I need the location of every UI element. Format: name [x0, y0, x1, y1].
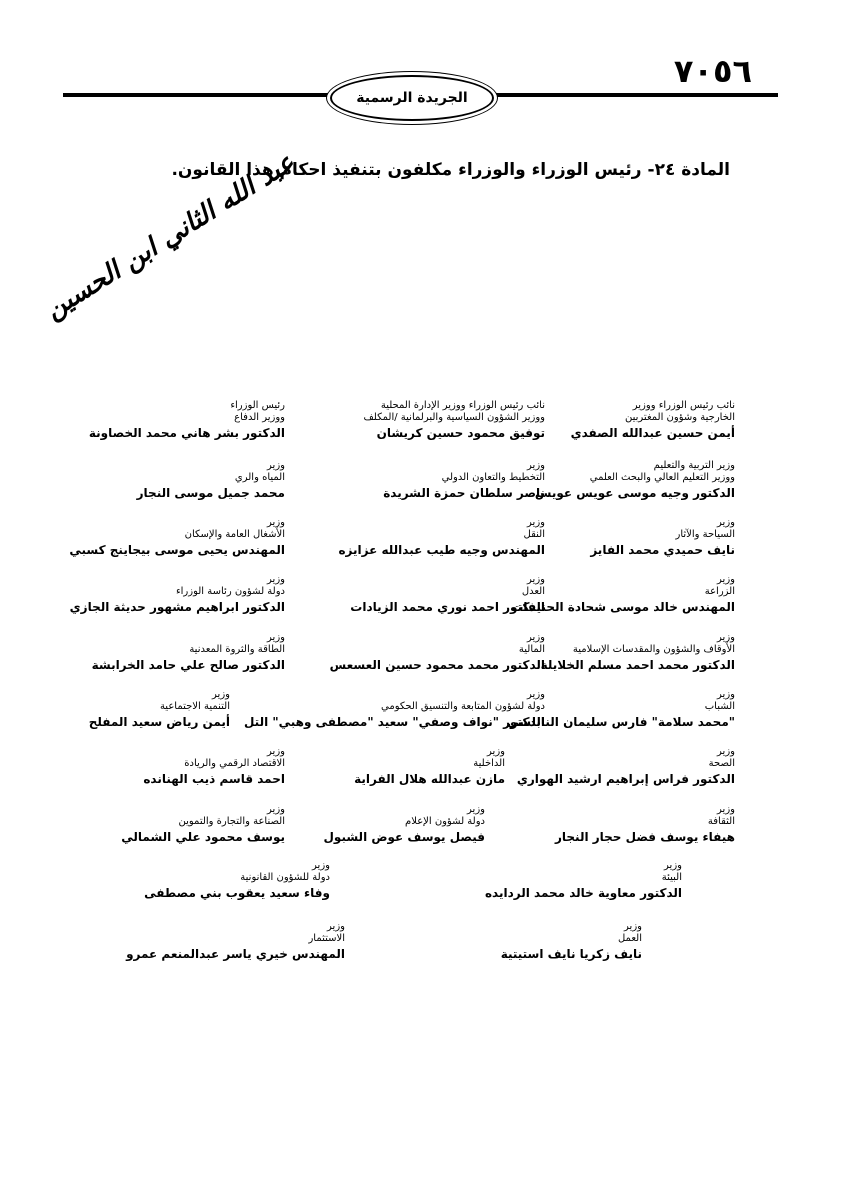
- minister-role: وزير: [664, 860, 682, 871]
- minister-role: رئيس الوزراء: [230, 400, 285, 411]
- minister-role: الصناعة والتجارة والتموين: [178, 816, 285, 827]
- minister-role: وزير: [717, 574, 735, 585]
- minister-role: وزير: [327, 921, 345, 932]
- minister-role: الثقافة: [707, 816, 735, 827]
- minister-role: وزير: [527, 460, 545, 471]
- minister-role: وزير: [527, 632, 545, 643]
- minister-block: [541, 632, 735, 674]
- minister-block: [69, 517, 285, 559]
- minister-name: الدكتور فراس إبراهيم ارشيد الهواري: [516, 772, 735, 786]
- minister-role: الأوقاف والشؤون والمقدسات الإسلامية: [572, 644, 735, 655]
- minister-block: [137, 460, 285, 502]
- minister-block: [92, 632, 285, 674]
- minister-name: فيصل يوسف عوض الشبول: [323, 830, 485, 844]
- minister-role: وزير: [267, 574, 285, 585]
- minister-block: [121, 804, 285, 846]
- minister-role: الاقتصاد الرقمي والريادة: [184, 758, 285, 769]
- minister-role: الأشغال العامة والإسكان: [184, 529, 285, 540]
- minister-role: دولة لشؤون المتابعة والتنسيق الحكومي: [381, 701, 545, 712]
- minister-name: المهندس وجيه طيب عبدالله عزايزه: [338, 543, 545, 557]
- minister-role: وزير: [624, 921, 642, 932]
- minister-name: نايف حميدي محمد الفايز: [590, 543, 735, 557]
- minister-role: العدل: [521, 586, 545, 597]
- minister-role: وزير: [267, 746, 285, 757]
- minister-name: الدكتور وجيه موسى عويس عويس: [534, 486, 735, 500]
- minister-name: مازن عبدالله هلال الفراية: [354, 772, 505, 786]
- minister-role: المياه والري: [234, 472, 285, 483]
- minister-name: الدكتور محمد احمد مسلم الخلايلة: [540, 658, 735, 672]
- minister-block: [338, 517, 545, 559]
- minister-block: [126, 921, 345, 963]
- minister-role: الاستثمار: [308, 933, 345, 944]
- minister-name: الدكتور محمد محمود حسين العسعس: [329, 658, 545, 672]
- minister-block: [330, 632, 545, 674]
- minister-block: [383, 460, 545, 502]
- minister-role: دولة لشؤون رئاسة الوزراء: [175, 586, 285, 597]
- minister-block: [143, 746, 285, 788]
- minister-role: نائب رئيس الوزراء ووزير الإدارة المحلية: [380, 400, 545, 411]
- minister-role: وزير: [467, 804, 485, 815]
- minister-name: أيمن رياض سعيد المفلح: [88, 715, 230, 729]
- minister-role: وزير: [527, 689, 545, 700]
- minister-role: البيئة: [661, 872, 682, 883]
- minister-block: [350, 574, 545, 616]
- minister-role: وزير: [717, 632, 735, 643]
- minister-name: يوسف محمود علي الشمالي: [121, 830, 285, 844]
- minister-role: دولة للشؤون القانونية: [240, 872, 330, 883]
- minister-role: الخارجية وشؤون المغتربين: [625, 412, 735, 423]
- minister-role: السياحة والآثار: [675, 529, 735, 540]
- minister-role: وزير: [717, 804, 735, 815]
- minister-name: "محمد سلامة" فارس سليمان النابلسي: [507, 715, 735, 729]
- minister-role: وزير: [717, 689, 735, 700]
- minister-block: [555, 804, 735, 846]
- minister-block: [517, 746, 735, 788]
- minister-role: وزير: [267, 804, 285, 815]
- minister-block: [89, 400, 285, 442]
- minister-name: الدكتور "نواف وصفي" سعيد "مصطفى وهبي" التل: [243, 715, 545, 729]
- minister-block: [485, 860, 682, 902]
- minister-name: ناصر سلطان حمزة الشريدة: [383, 486, 545, 500]
- minister-name: محمد جميل موسى النجار: [136, 486, 285, 500]
- article-text: المادة ٢٤- رئيس الوزراء والوزراء مكلفون بتنفيذ احكام هذا القانون.: [171, 160, 730, 180]
- minister-name: الدكتور احمد نوري محمد الزيادات: [350, 600, 545, 614]
- minister-role: النقل: [523, 529, 545, 540]
- page-number: ٧٠٥٦: [673, 52, 752, 90]
- minister-role: نائب رئيس الوزراء ووزير: [632, 400, 735, 411]
- minister-role: وزير: [487, 746, 505, 757]
- minister-role: التخطيط والتعاون الدولي: [441, 472, 545, 483]
- minister-block: [571, 400, 735, 442]
- minister-role: وزير: [527, 574, 545, 585]
- minister-role: وزير: [267, 460, 285, 471]
- minister-name: توفيق محمود حسين كريشان: [376, 426, 545, 440]
- minister-block: [324, 804, 485, 846]
- minister-block: [501, 921, 642, 963]
- minister-name: المهندس خيري ياسر عبدالمنعم عمرو: [126, 947, 345, 961]
- minister-block: [354, 746, 505, 788]
- minister-role: الصحة: [708, 758, 735, 769]
- minister-name: هيفاء يوسف فضل حجار النجار: [554, 830, 735, 844]
- minister-role: التنمية الاجتماعية: [159, 701, 230, 712]
- minister-role: وزير: [312, 860, 330, 871]
- minister-role: المالية: [518, 644, 545, 655]
- minister-name: المهندس يحيى موسى بيجاينج كسبي: [69, 543, 285, 557]
- minister-name: الدكتور ابراهيم مشهور حديثة الجازي: [69, 600, 285, 614]
- gazette-title: الجريدة الرسمية: [356, 90, 468, 106]
- minister-block: [144, 860, 330, 902]
- minister-role: العمل: [617, 933, 642, 944]
- minister-role: وزير: [267, 632, 285, 643]
- minister-block: [590, 517, 735, 559]
- minister-name: الدكتور بشر هاني محمد الخصاونة: [88, 426, 285, 440]
- minister-name: أيمن حسين عبدالله الصفدي: [570, 426, 735, 440]
- gazette-title-oval: [330, 75, 494, 121]
- minister-name: وفاء سعيد يعقوب بني مصطفى: [144, 886, 330, 900]
- minister-role: الشباب: [704, 701, 735, 712]
- minister-role: وزير: [212, 689, 230, 700]
- signature-text: عبد الله الثاني ابن الحسين: [40, 147, 300, 326]
- minister-block: [70, 574, 285, 616]
- minister-role: وزير: [527, 517, 545, 528]
- minister-name: الدكتور معاوية خالد محمد الردايده: [484, 886, 682, 900]
- minister-block: [89, 689, 230, 731]
- minister-name: احمد قاسم ذيب الهنانده: [143, 772, 285, 786]
- minister-role: دولة لشؤون الإعلام: [405, 816, 485, 827]
- minister-block: [535, 460, 735, 502]
- minister-role: ووزير الدفاع: [234, 412, 285, 423]
- minister-name: نايف زكريا نايف استيتية: [500, 947, 642, 961]
- minister-name: الدكتور صالح علي حامد الخرابشة: [91, 658, 285, 672]
- minister-role: وزير: [717, 746, 735, 757]
- minister-role: الطاقة والثروة المعدنية: [189, 644, 285, 655]
- minister-role: وزير: [267, 517, 285, 528]
- minister-role: الداخلية: [473, 758, 505, 769]
- minister-block: [363, 400, 545, 442]
- minister-role: ووزير التعليم العالي والبحث العلمي: [589, 472, 735, 483]
- minister-block: [244, 689, 545, 731]
- minister-name: المهندس خالد موسى شحادة الحنيفات: [511, 600, 735, 614]
- royal-signature: [40, 147, 300, 380]
- minister-role: الزراعة: [704, 586, 735, 597]
- minister-role: وزير: [717, 517, 735, 528]
- minister-role: وزير التربية والتعليم: [653, 460, 735, 471]
- minister-role: ووزير الشؤون السياسية والبرلمانية /المكلف: [363, 412, 545, 423]
